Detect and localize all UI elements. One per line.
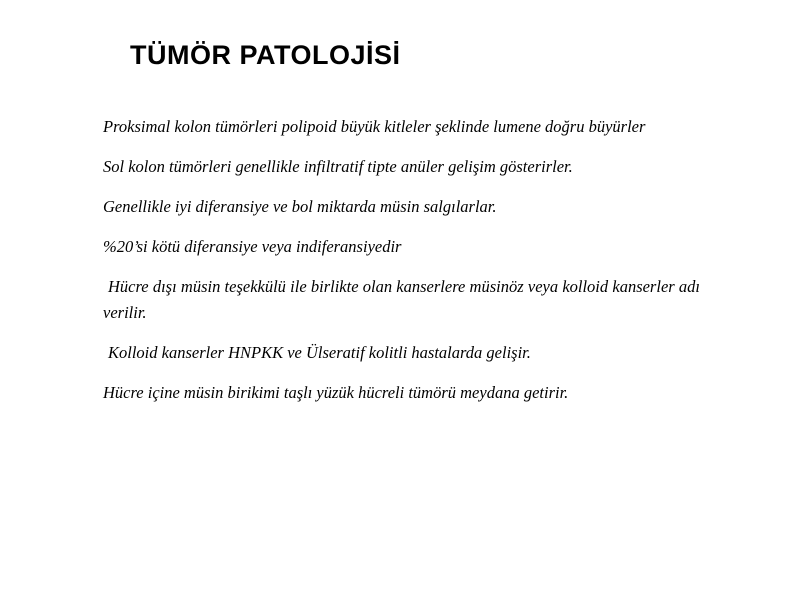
slide-title: TÜMÖR PATOLOJİSİ xyxy=(130,40,401,70)
paragraph-poorly-differentiated: %20’si kötü diferansiye veya indiferansiyedir xyxy=(103,237,402,256)
paragraph-left-colon: Sol kolon tümörleri genellikle infiltratif tipte anüler gelişim gösterirler. xyxy=(103,157,573,176)
paragraph-colloid: Kolloid kanserler HNPKK ve Ülseratif kolitli hastalarda gelişir. xyxy=(108,343,531,362)
paragraph-mucinous: Hücre dışı müsin teşekkülü ile birlikte olan kanserlere müsinöz veya kolloid kanserler adı verilir. xyxy=(103,277,700,322)
paragraph-signet-ring: Hücre içine müsin birikimi taşlı yüzük hücreli tümörü meydana getirir. xyxy=(103,383,569,402)
paragraph-differentiation: Genellikle iyi diferansiye ve bol miktarda müsin salgılarlar. xyxy=(103,197,497,216)
paragraph-proximal-colon: Proksimal kolon tümörleri polipoid büyük kitleler şeklinde lumene doğru büyürler xyxy=(103,117,646,136)
slide-body xyxy=(103,114,700,420)
